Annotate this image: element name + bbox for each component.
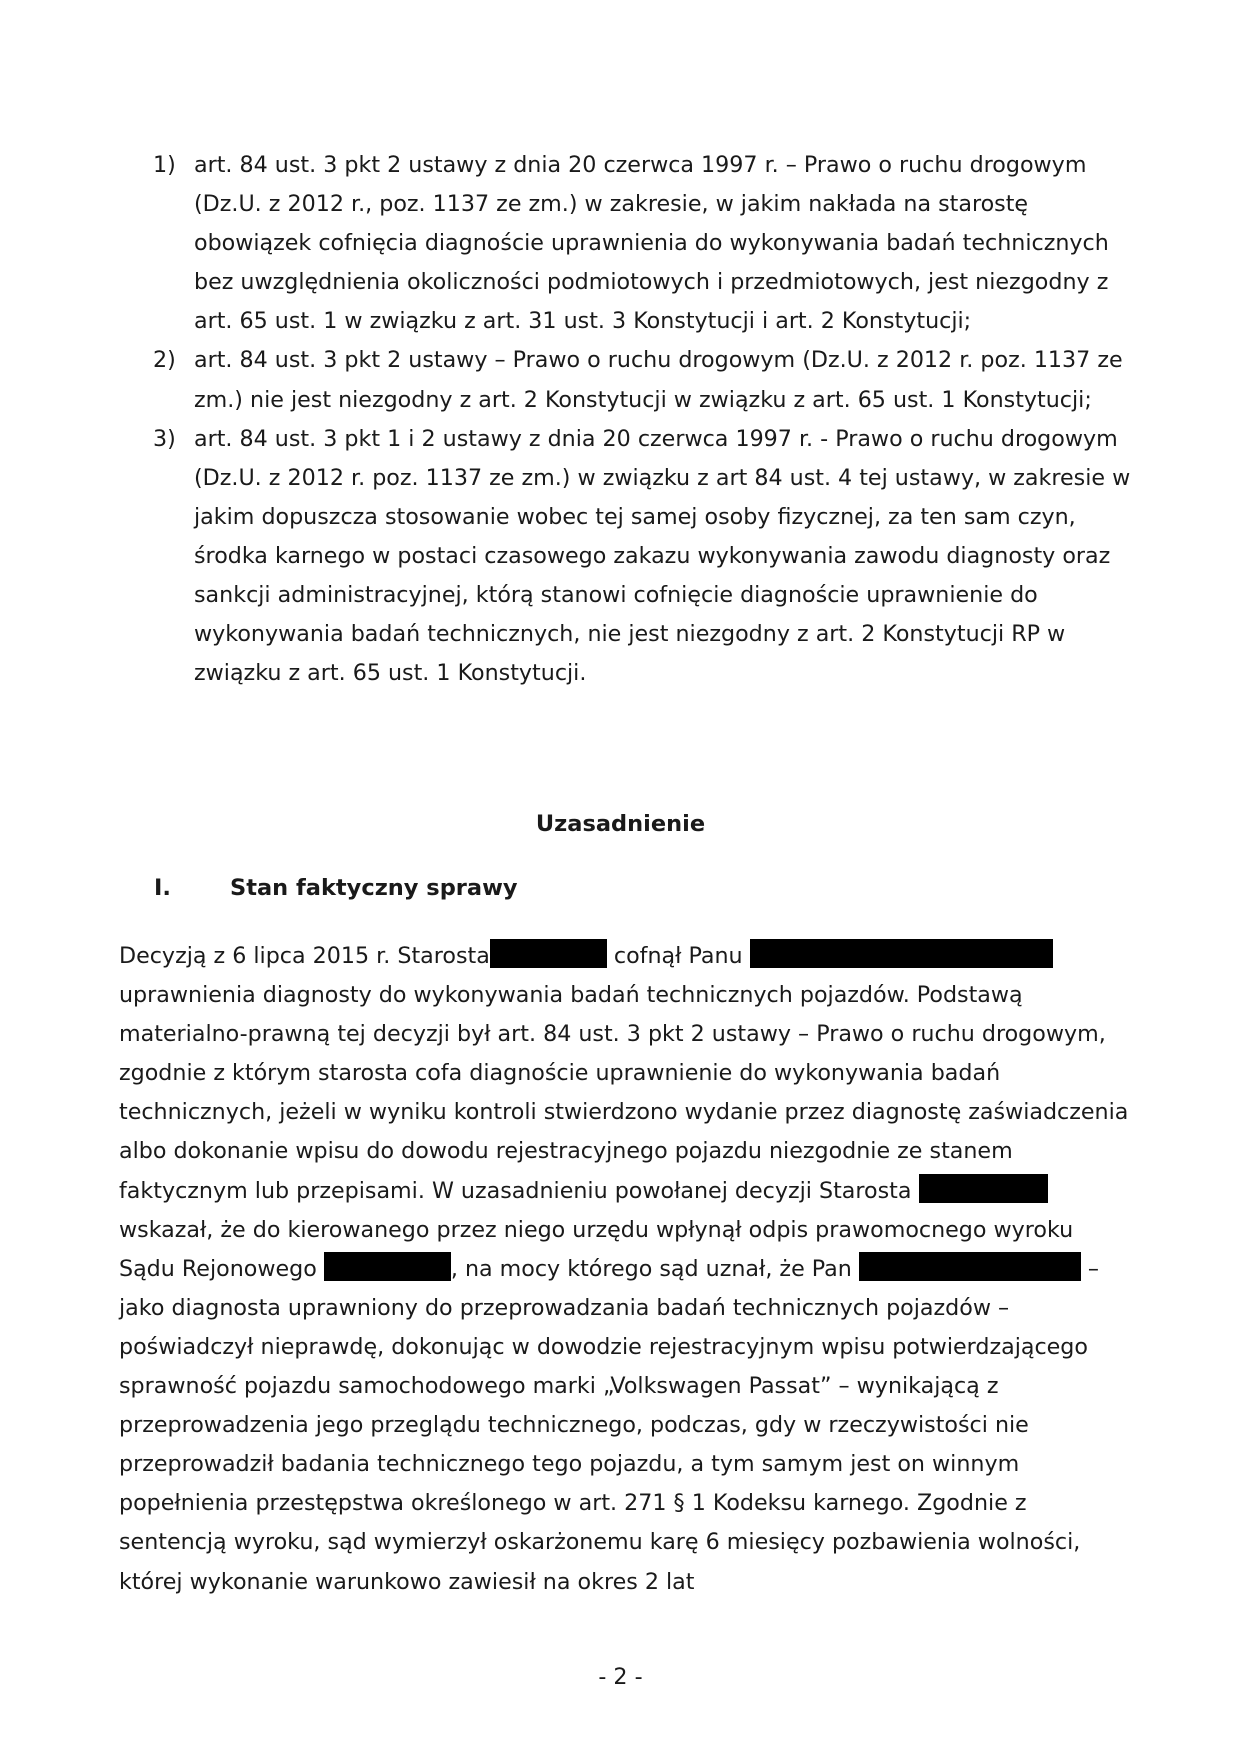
section-heading [154,872,518,904]
justification-heading: Uzasadnienie [535,811,706,837]
item-text: art. 84 ust. 3 pkt 1 i 2 ustawy z dnia 20 czerwca 1997 r. - Prawo o ruchu drogowym (Dz.U. z 2012 r. poz. 1137 ze zm.) w związku z art 84 ust. 4 tej ustawy, w zakresie w jakim dopuszcza stosowanie wobec tej samej osoby fizycznej, za ten sam czyn, środka karnego w postaci czasowego zakazu wykonywania zawodu diagnosty oraz sankcji administracyjnej, którą stanowi cofnięcie diagnoście uprawnienie do wykonywania badań technicznych, nie jest niezgodny z art. 2 Konstytucji RP w związku z art. 65 ust. 1 Konstytucji. [194,425,1131,687]
section-title: Stan faktyczny sprawy [230,875,518,901]
item-number: 3) [153,425,176,452]
body-segment: Decyzją z 6 lipca 2015 r. Starosta [119,943,490,969]
body-segment: uprawnienia diagnosty do wykonywania badań technicznych pojazdów. Podstawą materialno-prawną tej decyzji był art. 84 ust. 3 pkt 2 ustawy – Prawo o ruchu drogowym, zgodnie z którym starosta cofa diagnoście uprawnienie do wykonywania badań technicznych, jeżeli w wyniku kontroli stwierdzono wydanie przez diagnostę zaświadczenia albo dokonanie wpisu do dowodu rejestracyjnego pojazdu niezgodnie ze stanem faktycznym lub przepisami. W uzasadnieniu powołanej decyzji Starosta [119,982,1129,1204]
body-segment: , na mocy którego sąd uznał, że Pan [450,1255,859,1282]
redaction-block [919,1174,1048,1203]
page-number: - 2 - [598,1664,643,1690]
redaction-block [859,1252,1081,1281]
ruling-list [153,146,1133,693]
item-number: 1) [153,152,176,178]
item-number: 2) [153,347,176,374]
redaction-block [490,939,607,968]
body-segment: cofnął Panu [606,943,750,969]
redaction-block [750,939,1053,968]
ruling-item [153,146,1133,341]
body-segment: wskazał, że do kierowanego przez niego urzędu wpłynął odpis prawomocnego wyroku Sądu Rejonowego [119,1216,1074,1282]
item-text: art. 84 ust. 3 pkt 2 ustawy z dnia 20 czerwca 1997 r. – Prawo o ruchu drogowym (Dz.U. z 2012 r., poz. 1137 ze zm.) w zakresie, w jakim nakłada na starostę obowiązek cofnięcia diagnoście uprawnienia do wykonywania badań technicznych bez uwzględnienia okoliczności podmiotowych i przedmiotowych, jest niezgodny z art. 65 ust. 1 w związku z art. 31 ust. 3 Konstytucji i art. 2 Konstytucji; [194,152,1109,335]
section-number: I. [154,875,171,901]
redaction-block [324,1252,451,1281]
body-segment: – jako diagnosta uprawniony do przeprowadzania badań technicznych pojazdów – poświadczył nieprawdę, dokonując w dowodzie rejestracyjnym wpisu potwierdzającego sprawność pojazdu samochodowego marki „Volkswagen Passat” – wynikającą z przeprowadzenia jego przeglądu technicznego, podczas, gdy w rzeczywistości nie przeprowadził badania technicznego tego pojazdu, a tym samym jest on winnym popełnienia przestępstwa określonego w art. 271 § 1 Kodeksu karnego. Zgodnie z sentencją wyroku, sąd wymierzył oskarżonemu karę 6 miesięcy pozbawienia wolności, której wykonanie warunkowo zawiesił na okres 2 lat [119,1255,1100,1595]
item-text: art. 84 ust. 3 pkt 2 ustawy – Prawo o ruchu drogowym (Dz.U. z 2012 r. poz. 1137 ze zm.) nie jest niezgodny z art. 2 Konstytucji w związku z art. 65 ust. 1 Konstytucji; [194,347,1123,413]
body-paragraph [119,937,1129,1602]
ruling-item [153,420,1133,694]
ruling-item [153,341,1133,419]
